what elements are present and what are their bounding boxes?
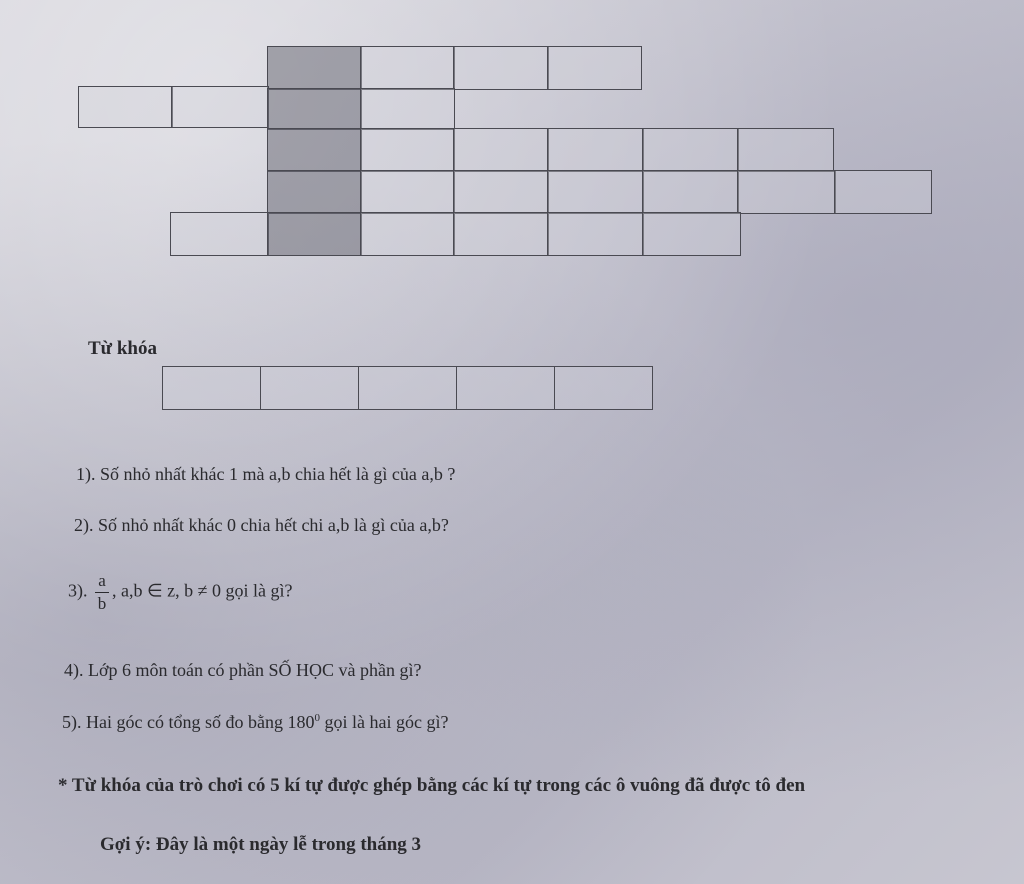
crossword-cell[interactable] — [267, 170, 362, 214]
crossword-cell[interactable] — [642, 170, 739, 214]
crossword-cell[interactable] — [547, 128, 644, 172]
question-5-text-before: 5). Hai góc có tổng số đo bằng 180 — [62, 712, 315, 732]
keyword-hint: Gợi ý: Đây là một ngày lễ trong tháng 3 — [100, 834, 422, 855]
question-4: 4). Lớp 6 môn toán có phần SỐ HỌC và phần gì? — [64, 660, 422, 680]
degree-superscript: 0 — [314, 712, 320, 724]
crossword-cell[interactable] — [267, 88, 362, 130]
crossword-cell[interactable] — [78, 86, 173, 128]
crossword-cell[interactable] — [834, 170, 932, 214]
question-5 — [62, 712, 448, 733]
keyword-cell[interactable] — [456, 366, 555, 410]
crossword-cell[interactable] — [547, 212, 644, 256]
keyword-cell[interactable] — [554, 366, 653, 410]
crossword-cell[interactable] — [267, 212, 362, 256]
keyword-cell[interactable] — [162, 366, 261, 410]
crossword-cell[interactable] — [642, 128, 739, 172]
keyword-label: Từ khóa — [88, 338, 157, 359]
fraction-numerator: a — [98, 571, 106, 590]
crossword-cell[interactable] — [453, 128, 549, 172]
crossword-cell[interactable] — [360, 128, 455, 172]
crossword-cell[interactable] — [360, 46, 455, 90]
crossword-cell[interactable] — [267, 128, 362, 172]
crossword-cell[interactable] — [360, 170, 455, 214]
crossword-cell[interactable] — [170, 212, 269, 256]
question-1: 1). Số nhỏ nhất khác 1 mà a,b chia hết là gì của a,b ? — [76, 464, 456, 484]
crossword-cell[interactable] — [267, 46, 362, 90]
crossword-cell[interactable] — [547, 170, 644, 214]
question-2: 2). Số nhỏ nhất khác 0 chia hết chi a,b là gì của a,b? — [74, 515, 449, 535]
crossword-cell[interactable] — [453, 170, 549, 214]
crossword-grid — [0, 0, 1024, 300]
crossword-cell[interactable] — [547, 46, 642, 90]
crossword-cell[interactable] — [360, 88, 455, 130]
keyword-cell[interactable] — [260, 366, 359, 410]
crossword-cell[interactable] — [171, 86, 269, 128]
question-3-prefix: 3). — [68, 580, 88, 601]
question-5-text-after: gọi là hai góc gì? — [319, 712, 449, 732]
keyword-row — [162, 366, 653, 410]
crossword-cell[interactable] — [453, 46, 549, 90]
crossword-cell[interactable] — [737, 170, 836, 214]
fraction-denominator: b — [97, 594, 107, 613]
crossword-cell[interactable] — [360, 212, 455, 256]
crossword-cell[interactable] — [453, 212, 549, 256]
keyword-note: * Từ khóa của trò chơi có 5 kí tự được ghép bằng các kí tự trong các ô vuông đã được tô đen — [58, 775, 806, 796]
question-3-text: , a,b ∈ z, b ≠ 0 gọi là gì? — [112, 580, 293, 601]
keyword-cell[interactable] — [358, 366, 457, 410]
crossword-cell[interactable] — [737, 128, 834, 172]
crossword-cell[interactable] — [642, 212, 741, 256]
question-3 — [68, 570, 293, 615]
fraction-a-over-b — [95, 570, 109, 615]
